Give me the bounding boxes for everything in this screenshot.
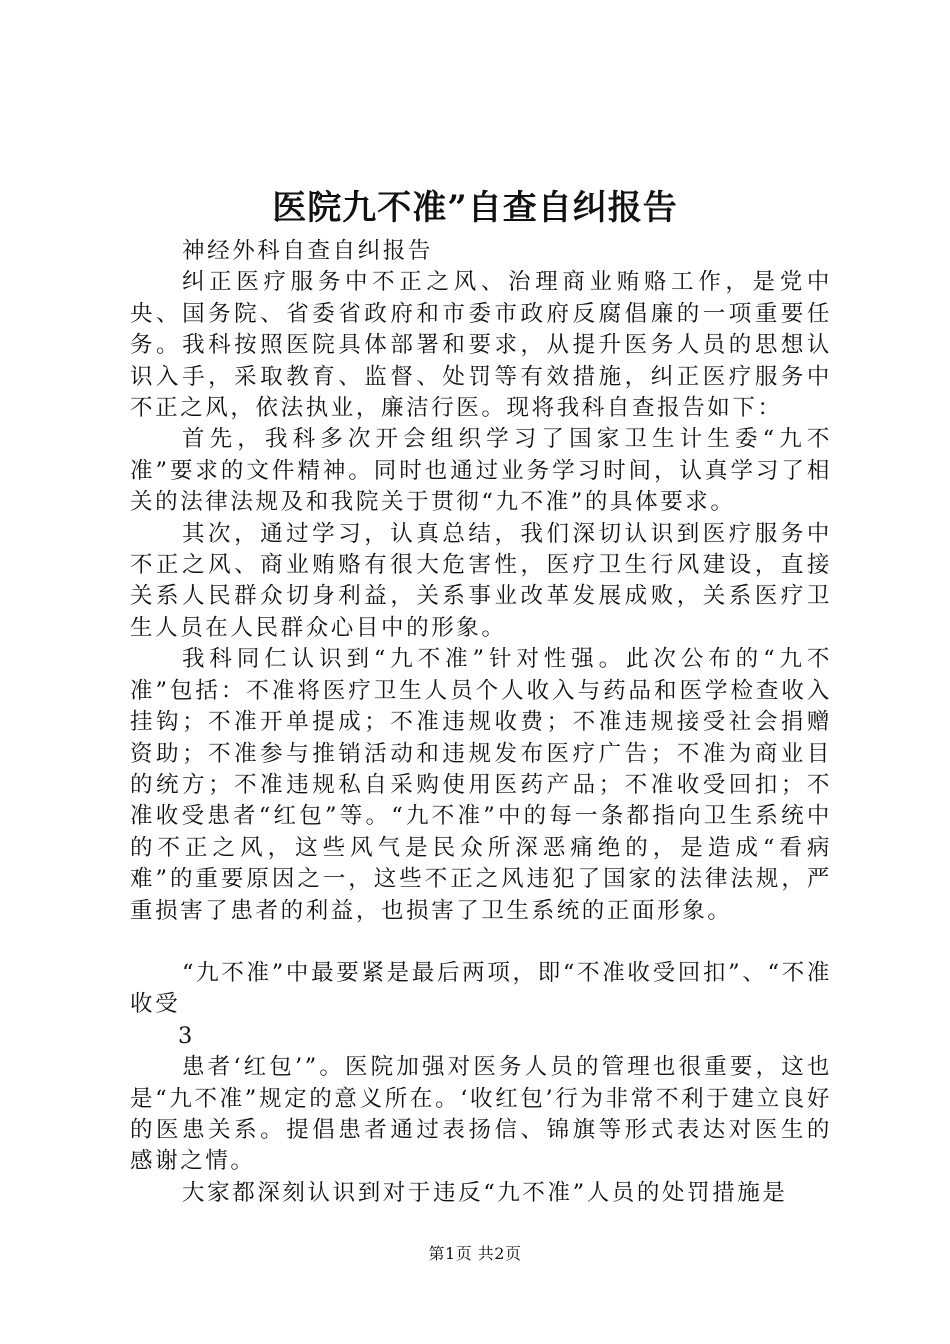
page-footer: 第1页 共2页 xyxy=(428,1244,522,1263)
paragraph-red-envelope: 患者‘红包’”。医院加强对医务人员的管理也很重要，这也是“九不准”规定的意义所在。‘收红包’行为非常不利于建立良好的医患关系。提倡患者通过表扬信、锦旗等形式表达对医生的感谢之情。 xyxy=(130,1054,832,1175)
document-body xyxy=(130,236,832,1209)
paragraph-second: 其次，通过学习，认真总结，我们深切认识到医疗服务中不正之风、商业贿赂有很大危害性，医疗卫生行风建设，直接关系人民群众切身利益，关系事业改革发展成败，关系医疗卫生人员在人民群众心目中的形象。 xyxy=(130,520,832,641)
paragraph-key-items: “九不准”中最要紧是最后两项，即“不准收受回扣”、“不准收受 xyxy=(130,959,832,1018)
stray-number: 3 xyxy=(178,1022,193,1049)
document-title: 医院九不准”自查自纠报告 xyxy=(272,188,678,228)
paragraph-nine-rules: 我科同仁认识到“九不准”针对性强。此次公布的“九不准”包括：不准将医疗卫生人员个人收入与药品和医学检查收入挂钩；不准开单提成；不准违规收费；不准违规接受社会捐赠资助；不准参与推销活动和违规发布医疗广告；不准为商业目的统方；不准违规私自采购使用医药产品；不准收受回扣；不准收受患者“红包”等。“九不准”中的每一条都指向卫生系统中的不正之风，这些风气是民众所深恶痛绝的，是造成“看病难”的重要原因之一，这些不正之风违犯了国家的法律法规，严重损害了患者的利益，也损害了卫生系统的正面形象。 xyxy=(130,646,832,924)
subtitle-paragraph: 神经外科自查自纠报告 xyxy=(182,238,434,264)
intro-paragraph: 纠正医疗服务中不正之风、治理商业贿赂工作，是党中央、国务院、省委省政府和市委市政府反腐倡廉的一项重要任务。我科按照医院具体部署和要求，从提升医务人员的思想认识入手，采取教育、监督、处罚等有效措施，纠正医疗服务中不正之风，依法执业，廉洁行医。现将我科自查报告如下： xyxy=(130,269,832,422)
paragraph-penalties: 大家都深刻认识到对于违反“九不准”人员的处罚措施是 xyxy=(182,1179,788,1206)
paragraph-first: 首先，我科多次开会组织学习了国家卫生计生委“九不准”要求的文件精神。同时也通过业务学习时间，认真学习了相关的法律法规及和我院关于贯彻“九不准”的具体要求。 xyxy=(130,426,832,516)
